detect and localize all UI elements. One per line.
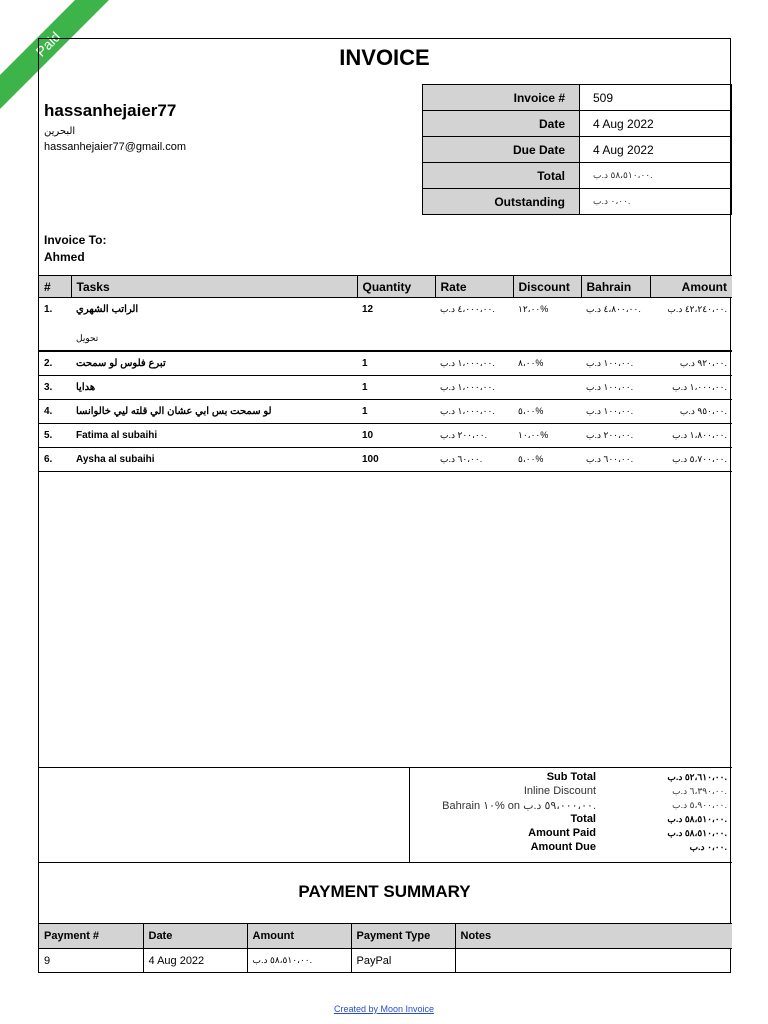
item-discount: ٥،٠٠% — [513, 400, 581, 424]
amount-due-label: Amount Due — [530, 841, 596, 853]
invoice-page — [38, 38, 731, 973]
meta-row — [423, 85, 732, 111]
item-rate: ١،٠٠٠،٠٠ د.ب. — [435, 376, 513, 400]
item-qty: 1 — [357, 400, 435, 424]
paid-ribbon: Paid — [0, 0, 120, 116]
col-header-qty: Quantity — [357, 276, 435, 298]
meta-label: Due Date — [423, 137, 580, 163]
table-row — [39, 448, 732, 472]
payment-type: PayPal — [351, 949, 455, 973]
item-tax: ٤،٨٠٠،٠٠ د.ب. — [581, 298, 650, 352]
payment-header-row — [39, 924, 732, 949]
invoice-meta-table — [422, 84, 732, 215]
sub-total-label: Sub Total — [546, 771, 596, 783]
payment-amount: ٥٨،٥١٠،٠٠ د.ب. — [247, 949, 351, 973]
items-header-row — [39, 276, 732, 298]
item-num: 3. — [39, 376, 71, 400]
footer-link[interactable]: Created by Moon Invoice — [333, 1004, 435, 1014]
payment-row — [39, 949, 732, 973]
meta-label: Date — [423, 111, 580, 137]
payment-summary-title: PAYMENT SUMMARY — [298, 882, 471, 901]
payment-col-notes: Notes — [455, 924, 732, 949]
meta-label: Outstanding — [423, 189, 580, 215]
payment-table — [39, 923, 732, 973]
item-discount: ١٠،٠٠% — [513, 424, 581, 448]
tax-row — [411, 799, 727, 813]
table-row — [39, 351, 732, 376]
payment-notes — [455, 949, 732, 973]
meta-value: 4 Aug 2022 — [580, 137, 732, 163]
payment-col-amount: Amount — [247, 924, 351, 949]
item-rate: ٤،٠٠٠،٠٠ د.ب. — [435, 298, 513, 352]
sender-name: hassanhejaier77 — [44, 101, 177, 120]
col-header-tax: Bahrain — [581, 276, 650, 298]
meta-value: ٠،٠٠ د.ب. — [580, 189, 732, 215]
totals-divider — [409, 768, 410, 863]
item-tax: ١٠٠،٠٠ د.ب. — [581, 400, 650, 424]
items-table — [39, 275, 732, 472]
total-label: Total — [570, 813, 596, 825]
meta-value: ٥٨،٥١٠،٠٠ د.ب. — [580, 163, 732, 189]
item-task-title: الراتب الشهري — [76, 304, 139, 315]
payment-col-date: Date — [143, 924, 247, 949]
total-row — [411, 813, 727, 827]
item-task: هدايا — [71, 376, 357, 400]
amount-due-row — [411, 841, 727, 855]
item-task — [71, 298, 357, 352]
item-tax: ٢٠٠،٠٠ د.ب. — [581, 424, 650, 448]
table-row — [39, 424, 732, 448]
item-discount: ٨،٠٠% — [513, 351, 581, 376]
sender-email: hassanhejaier77@gmail.com — [44, 141, 187, 153]
item-qty: 10 — [357, 424, 435, 448]
table-row — [39, 400, 732, 424]
payment-num: 9 — [39, 949, 143, 973]
sender-country: البحرين — [44, 126, 76, 137]
meta-row — [423, 137, 732, 163]
inline-discount-label: Inline Discount — [523, 785, 596, 797]
item-task: تبرع فلوس لو سمحت — [71, 351, 357, 376]
payment-date: 4 Aug 2022 — [143, 949, 247, 973]
item-num: 1. — [39, 298, 71, 352]
item-amount: ١،٠٠٠،٠٠ د.ب. — [650, 376, 732, 400]
table-row — [39, 376, 732, 400]
item-rate: ١،٠٠٠،٠٠ د.ب. — [435, 400, 513, 424]
item-num: 6. — [39, 448, 71, 472]
meta-value: 509 — [580, 85, 732, 111]
item-task: Aysha al subaihi — [71, 448, 357, 472]
meta-row — [423, 111, 732, 137]
item-num: 4. — [39, 400, 71, 424]
col-header-rate: Rate — [435, 276, 513, 298]
total-value: ٥٨،٥١٠،٠٠ د.ب. — [667, 814, 727, 824]
sub-total-value: ٥٢،٦١٠،٠٠ د.ب. — [667, 772, 727, 782]
item-qty: 100 — [357, 448, 435, 472]
item-num: 2. — [39, 351, 71, 376]
meta-label: Invoice # — [423, 85, 580, 111]
meta-value: 4 Aug 2022 — [580, 111, 732, 137]
item-qty: 1 — [357, 351, 435, 376]
col-header-task: Tasks — [71, 276, 357, 298]
payment-col-type: Payment Type — [351, 924, 455, 949]
item-task-desc: تحويل — [76, 333, 99, 343]
item-amount: ٩٥٠،٠٠ د.ب. — [650, 400, 732, 424]
item-qty: 1 — [357, 376, 435, 400]
item-amount: ١،٨٠٠،٠٠ د.ب. — [650, 424, 732, 448]
item-rate: ٦٠،٠٠ د.ب. — [435, 448, 513, 472]
meta-label: Total — [423, 163, 580, 189]
amount-paid-row — [411, 827, 727, 841]
item-task: لو سمحت بس ابي عشان الي قلته ليي خالوانسا — [71, 400, 357, 424]
item-tax: ١٠٠،٠٠ د.ب. — [581, 351, 650, 376]
item-discount: ١٢،٠٠% — [513, 298, 581, 352]
amount-due-value: ٠،٠٠ د.ب. — [689, 842, 727, 852]
invoice-title: INVOICE — [339, 45, 430, 70]
payment-col-num: Payment # — [39, 924, 143, 949]
invoice-to-label: Invoice To: — [44, 233, 107, 247]
item-amount: ٥،٧٠٠،٠٠ د.ب. — [650, 448, 732, 472]
inline-discount-row — [411, 785, 727, 799]
item-tax: ٦٠٠،٠٠ د.ب. — [581, 448, 650, 472]
col-header-amount: Amount — [650, 276, 732, 298]
tax-value: ٥،٩٠٠،٠٠ د.ب. — [672, 800, 727, 810]
item-discount — [513, 376, 581, 400]
table-row — [39, 298, 732, 352]
item-tax: ١٠٠،٠٠ د.ب. — [581, 376, 650, 400]
inline-discount-value: ٦،٣٩٠،٠٠ د.ب. — [672, 786, 727, 796]
item-discount: ٥،٠٠% — [513, 448, 581, 472]
item-qty: 12 — [357, 298, 435, 352]
item-rate: ٢٠٠،٠٠ د.ب. — [435, 424, 513, 448]
meta-row — [423, 163, 732, 189]
col-header-num: # — [39, 276, 71, 298]
item-amount: ٩٢٠،٠٠ د.ب. — [650, 351, 732, 376]
amount-paid-value: ٥٨،٥١٠،٠٠ د.ب. — [667, 828, 727, 838]
tax-label: Bahrain ١٠% on ٥٩،٠٠٠،٠٠ د.ب. — [442, 800, 596, 812]
invoice-to-name: Ahmed — [44, 250, 85, 264]
totals-box — [39, 767, 732, 863]
item-amount: ٤٢،٢٤٠،٠٠ د.ب. — [650, 298, 732, 352]
col-header-discount: Discount — [513, 276, 581, 298]
item-rate: ١،٠٠٠،٠٠ د.ب. — [435, 351, 513, 376]
item-task: Fatima al subaihi — [71, 424, 357, 448]
sub-total-row — [411, 771, 727, 785]
item-num: 5. — [39, 424, 71, 448]
amount-paid-label: Amount Paid — [528, 827, 596, 839]
meta-row — [423, 189, 732, 215]
